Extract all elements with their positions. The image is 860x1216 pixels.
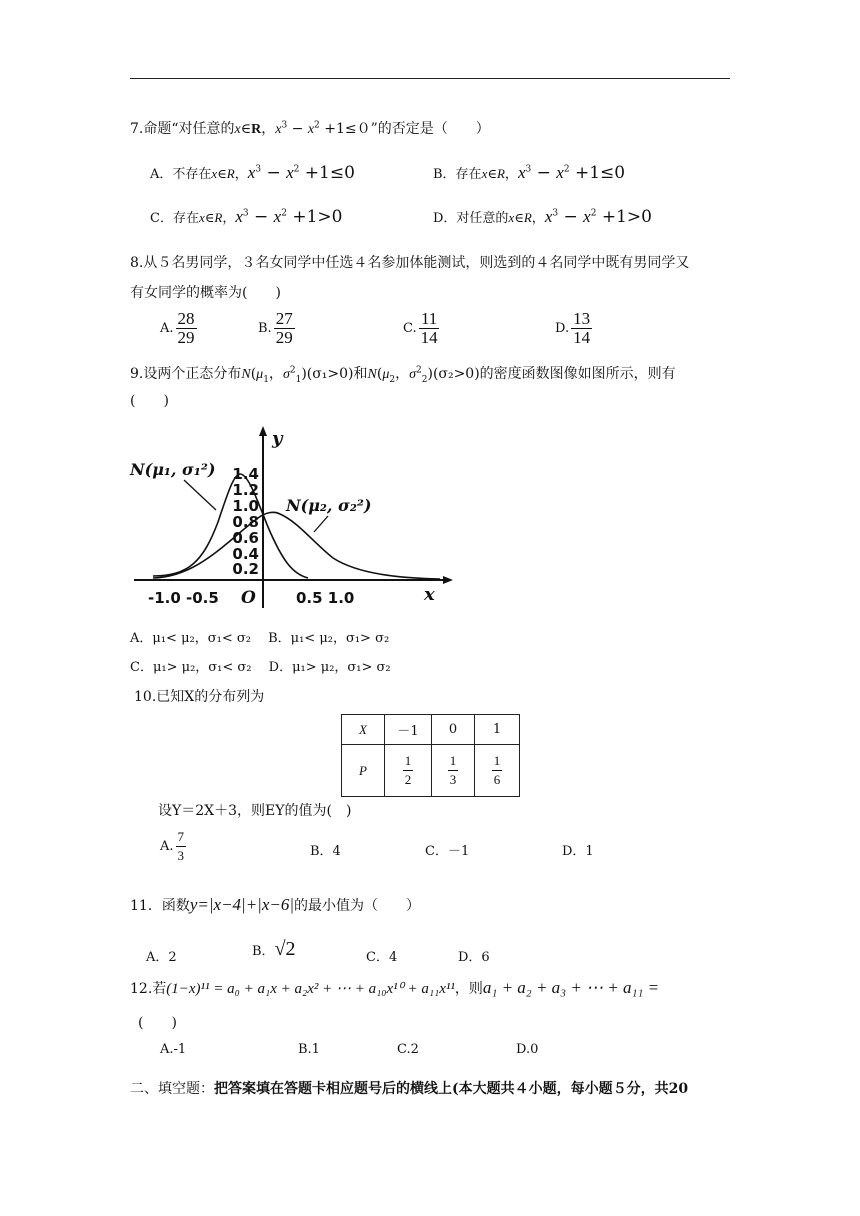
y-tick-label: 1.2 xyxy=(232,481,259,499)
header-rule xyxy=(130,78,730,79)
q8-line2: 有女同学的概率为( ) xyxy=(130,285,281,301)
curve-1-label: N(μ₁, σ₁²) xyxy=(130,460,216,479)
q8-option-d: D. $\frac{13}{14}$ xyxy=(555,309,591,347)
q10-distribution-table xyxy=(341,714,520,797)
table-header-cell: 1 xyxy=(475,715,520,745)
table-cell: $\frac{1}{3}$ xyxy=(432,745,475,797)
table-header-cell: X xyxy=(342,715,385,745)
y-tick-label: 0.8 xyxy=(232,513,259,531)
q12-option-a: A.-1 xyxy=(160,1042,187,1057)
q12-option-d: D.0 xyxy=(516,1042,539,1057)
y-tick-label: 0.2 xyxy=(232,560,259,578)
q9-line1: 9.设两个正态分布$N(\mu_1$，$\sigma^2_1)(\sigma_1>0)$和$N(\mu_2$，$\sigma^2_2)(\sigma_2>0)$的密度函数图像如图所示，则有 xyxy=(130,365,676,385)
curve-2 xyxy=(153,512,440,579)
q10-option-b: B．4 xyxy=(310,844,341,859)
table-row-label: P xyxy=(342,745,385,797)
q11-option-a: A．2 xyxy=(146,950,177,965)
q7-option-d: D．对任意的x∈R，$x^3 - x^2 +1>0$ xyxy=(433,207,652,227)
q12-stem: 12.若(1−x)¹¹ = a₀ + a₁x + a₂x² + ⋯ + a₁₀x¹⁰ + a₁₁x¹¹，则a₁ + a₂ + a₃ + ⋯ + a₁₁ = xyxy=(130,978,660,997)
y-tick-label: 0.4 xyxy=(232,545,259,563)
q9-options-row1: A．μ₁< μ₂，σ₁< σ₂ B．μ₁< μ₂，σ₁> σ₂ xyxy=(130,631,390,646)
q11-option-d: D．6 xyxy=(458,950,490,965)
q11-stem: 11．函数y=|x−4|+|x−6|的最小值为（ ） xyxy=(130,895,421,914)
q9-options-row2: C．μ₁> μ₂，σ₁< σ₂ D．μ₁> μ₂，σ₁> σ₂ xyxy=(130,660,391,675)
y-tick-label: 0.6 xyxy=(232,529,259,547)
q7-option-c: C．存在x∈R，$x^3 - x^2 +1>0$ xyxy=(150,207,343,227)
q8-line1: 8.从５名男同学，３名女同学中任选４名参加体能测试，则选到的４名同学中既有男同学又 xyxy=(130,255,690,271)
origin-label: O xyxy=(241,588,256,608)
q10-question: 设Y＝2X＋3，则EY的值为( ) xyxy=(158,803,352,819)
x-axis-arrow-icon xyxy=(443,576,453,584)
curve-1-pointer xyxy=(184,480,216,510)
q12-option-b: B.1 xyxy=(298,1042,320,1057)
q12-line2: ( ) xyxy=(138,1015,177,1031)
y-axis-arrow-icon xyxy=(259,426,267,436)
q10-option-c: C．－1 xyxy=(425,844,470,859)
q7-option-a: A．不存在x∈R，$x^3 - x^2 +1\le 0$ xyxy=(150,163,355,183)
q12-option-c: C.2 xyxy=(397,1042,419,1057)
x-axis-label: x xyxy=(424,584,435,605)
table-header-cell: 0 xyxy=(432,715,475,745)
q10-option-d: D．1 xyxy=(562,844,594,859)
x-tick-labels-positive: 0.5 1.0 xyxy=(296,589,355,607)
q11-option-c: C．4 xyxy=(366,950,398,965)
y-tick-label: 1.0 xyxy=(232,497,259,515)
curve-2-pointer xyxy=(314,516,328,532)
section2-heading: 二、填空题：把答案填在答题卡相应题号后的横线上(本大题共４小题，每小题５分，共20 xyxy=(130,1081,689,1097)
q8-option-c: C. $\frac{11}{14}$ xyxy=(403,309,438,347)
q9-density-graph xyxy=(128,422,458,614)
q10-option-a: A. $\frac{7}{3}$ xyxy=(160,829,185,863)
q8-option-b: B. $\frac{27}{29}$ xyxy=(258,309,293,347)
q9-line2: ( ) xyxy=(130,393,169,409)
q11-option-b: B．√2 xyxy=(252,938,296,960)
curve-2-label: N(μ₂, σ₂²) xyxy=(286,496,372,515)
q8-option-a: A. $\frac{28}{29}$ xyxy=(160,309,195,347)
q10-stem: 10.已知X的分布列为 xyxy=(134,689,265,705)
table-cell: $\frac{1}{2}$ xyxy=(385,745,432,797)
table-header-cell: －1 xyxy=(385,715,432,745)
x-tick-labels-negative: -1.0 -0.5 xyxy=(148,589,219,607)
curve-1 xyxy=(153,474,308,578)
q7-stem: 7.命题“对任意的x∈R，$x^3 - x^2 +1\le 0$”的否定是（ ） xyxy=(130,120,490,137)
y-axis-label: y xyxy=(272,428,283,449)
q7-option-b: B．存在x∈R，$x^3 - x^2 +1\le 0$ xyxy=(433,163,626,183)
table-cell: $\frac{1}{6}$ xyxy=(475,745,520,797)
y-tick-label: 1.4 xyxy=(232,465,259,483)
